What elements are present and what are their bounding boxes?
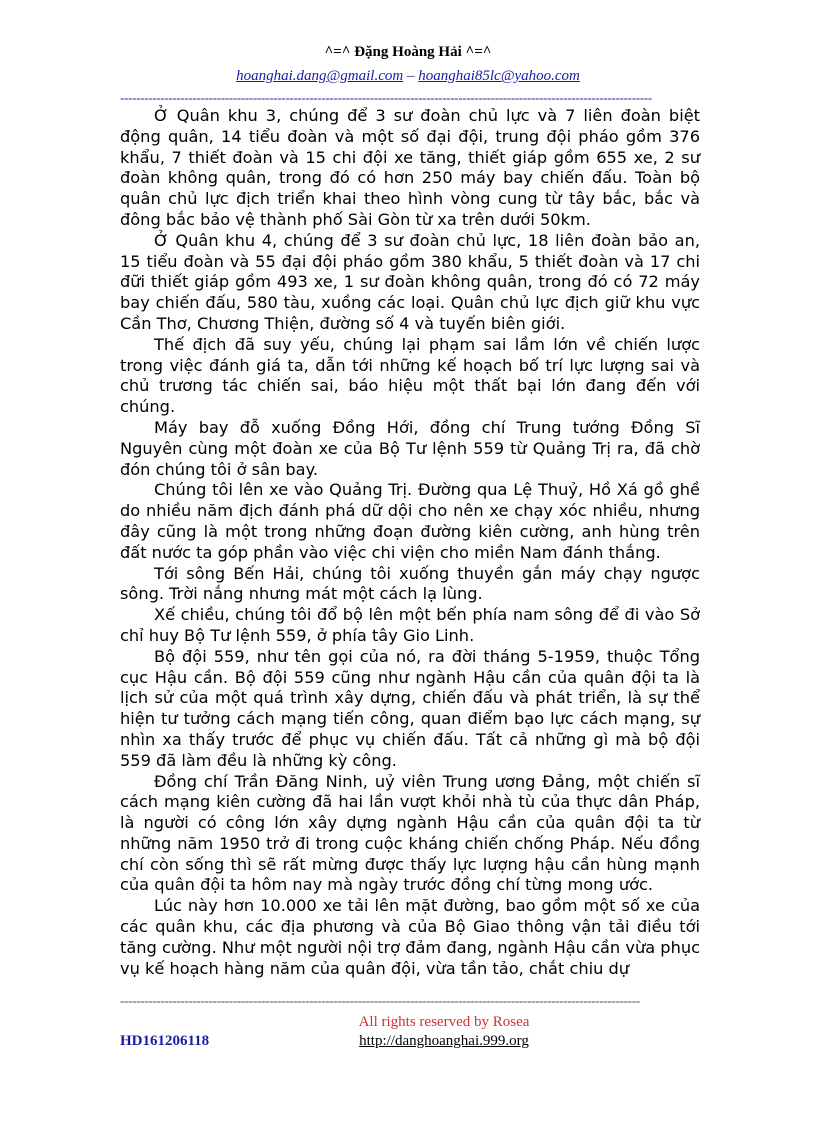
paragraph: Máy bay đỗ xuống Đồng Hới, đồng chí Trung tướng Đồng Sĩ Nguyên cùng một đoàn xe của Bộ Tư lệnh 559 từ Quảng Trị ra, đã chờ đón chúng tôi ở sân bay. bbox=[120, 417, 700, 479]
paragraph: Đồng chí Trần Đăng Ninh, uỷ viên Trung ương Đảng, một chiến sĩ cách mạng kiên cường đã hai lần vượt khỏi nhà tù của thực dân Pháp, là người có công lớn xây dựng ngành Hậu cần của quân đội ta từ những năm 1950 trở đi trong cuộc kháng chiến chống Pháp. Nếu đồng chí còn sống thì sẽ rất mừng được thấy lực lượng hậu cần hùng mạnh của quân đội ta hôm nay mà ngày trước đồng chí từng mong ước. bbox=[120, 771, 700, 895]
paragraph: Lúc này hơn 10.000 xe tải lên mặt đường, bao gồm một số xe của các quân khu, các địa phương và của Bộ Giao thông vận tải điều tới tăng cường. Như một người nội trợ đảm đang, ngành Hậu cần vừa phục vụ kế hoạch hàng năm của quân đội, vừa tần tảo, chắt chiu dự bbox=[120, 896, 700, 978]
paragraph: Chúng tôi lên xe vào Quảng Trị. Đường qua Lệ Thuỷ, Hồ Xá gồ ghề do nhiều năm địch đánh phá dữ dội cho nên xe chạy xóc nhiều, nhưng đây cũng là một trong những đoạn đường kiên cường, anh hùng trên đất nước ta góp phần vào việc chi viện cho miền Nam đánh thắng. bbox=[120, 480, 700, 562]
paragraph: Ở Quân khu 4, chúng để 3 sư đoàn chủ lực, 18 liên đoàn bảo an, 15 tiểu đoàn và 55 đại đội pháo gồm 380 khẩu, 5 thiết đoàn và 17 chi đữi thiết giáp gồm 493 xe, 1 sư đoàn không quân, trong đó có 72 máy bay chiến đấu, 580 tàu, xuồng các loại. Quân chủ lực địch giữ khu vực Cần Thơ, Chương Thiện, đường số 4 và tuyến biên giới. bbox=[120, 230, 700, 333]
paragraph: Tới sông Bến Hải, chúng tôi xuống thuyền gắn máy chạy ngược sông. Trời nắng nhưng mát một cách lạ lùng. bbox=[120, 563, 700, 604]
footer-website-link[interactable]: http://danghoanghai.999.org bbox=[359, 1033, 529, 1049]
email-link-gmail[interactable]: hoanghai.dang@gmail.com bbox=[236, 68, 404, 84]
header-divider: ------------------------------------------------------------------------------------------------------------------------------------ bbox=[120, 90, 652, 105]
footer-document-code: HD161206118 bbox=[120, 1033, 210, 1049]
paragraph: Ở Quân khu 3, chúng để 3 sư đoàn chủ lực và 7 liên đoàn biệt động quân, 14 tiểu đoàn và một số đại đội, trung đội pháo gồm 376 khẩu, 7 thiết đoàn và 15 chi đội xe tăng, thiết giáp gồm 655 xe, 2 sư đoàn không quân, trong đó có hơn 250 máy bay chiến đấu. Toàn bộ quân chủ lực địch triển khai theo hình vòng cung từ tây bắc, bắc và đông bắc bảo vệ thành phố Sài Gòn từ xa trên dưới 50km. bbox=[120, 106, 700, 229]
footer-rights-notice: All rights reserved by Rosea bbox=[358, 1014, 530, 1030]
document-body bbox=[120, 106, 700, 979]
paragraph: Xế chiều, chúng tôi đổ bộ lên một bến phía nam sông để đi vào Sở chỉ huy Bộ Tư lệnh 559, ở phía tây Gio Linh. bbox=[120, 605, 700, 645]
header-contact bbox=[0, 68, 816, 85]
email-separator: – bbox=[403, 68, 419, 84]
paragraph: Bộ đội 559, như tên gọi của nó, ra đời tháng 5-1959, thuộc Tổng cục Hậu cần. Bộ đội 559 cũng như ngành Hậu cần của quân đội ta là lịch sử của một quá trình xây dựng, chiến đấu và phát triển, là sự thể hiện tư tưởng cách mạng tiến công, quan điểm bạo lực cách mạng, sự nhìn xa thấy trước để phục vụ chiến đấu. Tất cả những gì mà bộ đội 559 đã làm đều là những kỳ công. bbox=[120, 646, 700, 770]
footer-divider: --------------------------------------------------------------------------------------------------------------------------------- bbox=[120, 993, 640, 1008]
paragraph: Thế địch đã suy yếu, chúng lại phạm sai lầm lớn về chiến lược trong việc đánh giá ta, dẫn tới những kế hoạch bố trí lực lượng sai và chủ trương tác chiến sai, báo hiệu một thất bại lớn đang đến với chúng. bbox=[120, 334, 700, 417]
header-title: ^=^ Đặng Hoàng Hải ^=^ bbox=[324, 44, 492, 60]
email-link-yahoo[interactable]: hoanghai85lc@yahoo.com bbox=[418, 68, 580, 84]
